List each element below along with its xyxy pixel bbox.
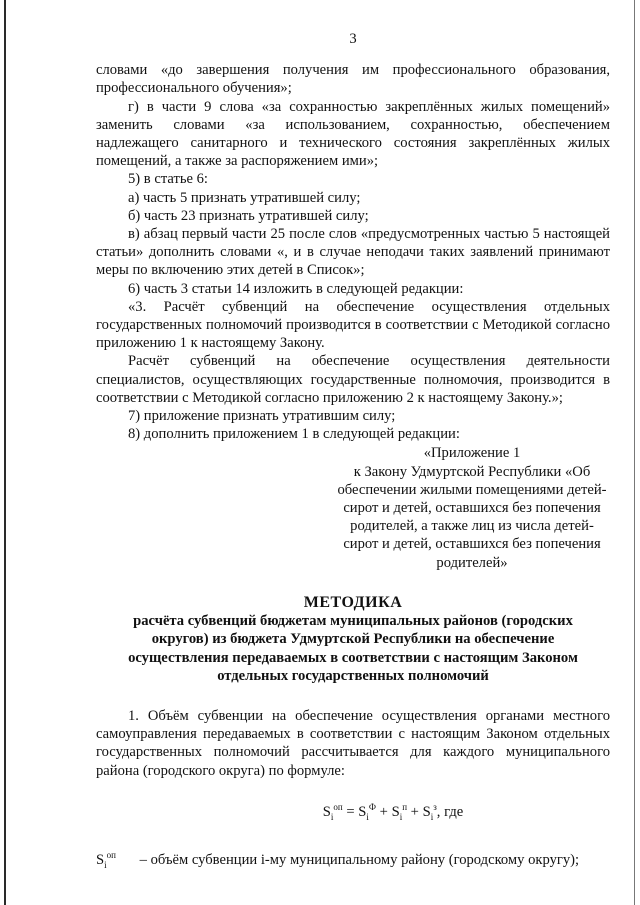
document-page xyxy=(96,30,610,874)
title-heading: МЕТОДИКА xyxy=(303,593,403,611)
paragraph-8: 8) дополнить приложением 1 в следующей редакции: xyxy=(128,426,460,443)
paragraph-a: а) часть 5 признать утратившей силу; xyxy=(128,189,361,206)
appendix-line: родителей, а также лиц из числа детей- xyxy=(350,518,594,535)
paragraph-calculation: Расчёт субвенций на обеспечение осуществления деятельности специалистов, осуществляющих государственные полномочия, производится в соответствии с Методикой согласно приложению 2 к настоящему Закону.»; xyxy=(96,353,610,406)
scan-edge-left xyxy=(4,0,6,905)
appendix-reference xyxy=(334,444,610,571)
title-line: округов) из бюджета Удмуртской Республики на обеспечение xyxy=(151,631,555,648)
formula: $S_i^{оп} = S_i^Ф + S_i^п + S_i^з$, где xyxy=(322,801,464,822)
paragraph-b: б) часть 23 признать утратившей силу; xyxy=(128,207,369,224)
appendix-line: сирот и детей, оставшихся без попечения xyxy=(343,500,601,517)
definition-s-op: $S_i^{оп}$ – объём субвенции i-му муниципальному району (городскому округу); xyxy=(96,846,610,874)
title-line: отдельных государственных полномочий xyxy=(217,667,489,684)
paragraph-item-1: 1. Объём субвенции на обеспечение осуществления органами местного самоуправления передаваемых в соответствии с настоящим Законом отдельных государственных полномочий рассчитывается для каждого муниципального района (городского округа) по формуле: xyxy=(96,707,610,779)
appendix-line: к Закону Удмуртской Республики «Об xyxy=(353,463,591,480)
title-line: расчёта субвенций бюджетам муниципальных районов (городских xyxy=(133,613,573,630)
appendix-line: родителей» xyxy=(436,554,508,571)
paragraph-quote-3: «3. Расчёт субвенций на обеспечение осуществления отдельных государственных полномочий производится в соответствии с Методикой согласно приложению 1 к настоящему Закону. xyxy=(96,298,610,352)
appendix-line: обеспечении жилыми помещениями детей- xyxy=(337,481,607,498)
methodology-title xyxy=(96,594,610,685)
paragraph-g: г) в части 9 слова «за сохранностью закреплённых жилых помещений» заменить словами «за использованием, сохранностью, обеспечением надлежащего санитарного и технического состояния закреплённых жилых помещений, а также за распоряжением ими»; xyxy=(96,98,610,170)
page-number: 3 xyxy=(349,31,357,47)
paragraph-continuation: словами «до завершения получения им профессионального образования, профессионального обучения»; xyxy=(96,62,610,97)
scan-edge-right xyxy=(634,0,635,905)
title-line: осуществления передаваемых в соответствии с настоящим Законом xyxy=(128,649,578,666)
appendix-line: сирот и детей, оставшихся без попечения xyxy=(343,536,601,553)
definition-symbol: $S_i^{оп}$ xyxy=(96,849,116,870)
paragraph-v: в) абзац первый части 25 после слов «предусмотренных частью 5 настоящей статьи» дополнить словами «, и в случае неподачи таких заявлений принимают меры по включению этих детей в Список»; xyxy=(96,226,610,279)
paragraph-article-6: 5) в статье 6: xyxy=(128,171,208,188)
paragraph-6: 6) часть 3 статьи 14 изложить в следующей редакции: xyxy=(128,280,464,297)
appendix-line: «Приложение 1 xyxy=(423,445,521,462)
paragraph-7: 7) приложение признать утратившим силу; xyxy=(128,408,396,425)
